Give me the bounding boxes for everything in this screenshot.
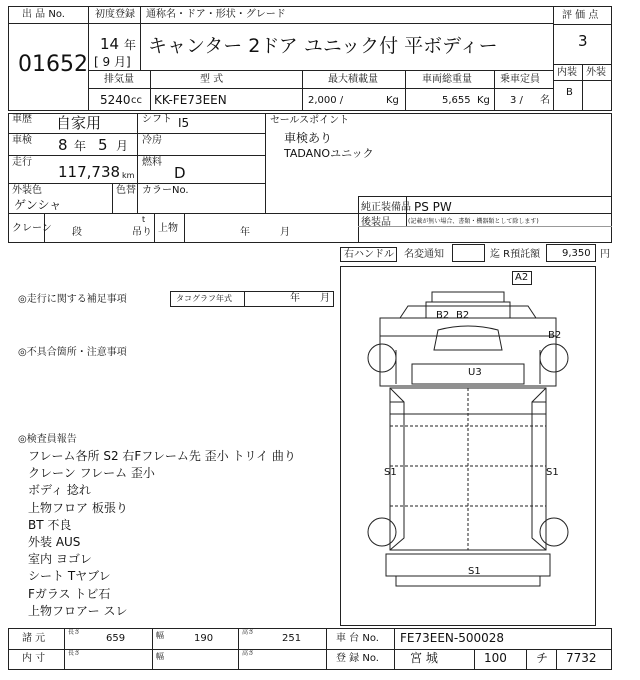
- sales-point-2: TADANOユニック: [284, 147, 374, 160]
- report-line: フレーム各所 S2 右Fフレーム先 歪小 トリイ 曲り: [28, 449, 296, 463]
- mark-s1-rear: S1: [468, 566, 481, 577]
- r-expected-label: 迄 R預託額: [490, 249, 541, 260]
- gross-weight-label: 車両総重量: [422, 74, 472, 85]
- ext-color-label: 外装色: [12, 185, 42, 196]
- inspection-label: 車検: [12, 135, 32, 146]
- name-label: 通称名・ドア・形状・グレード: [146, 9, 286, 20]
- report-line: 上物フロア 板張り: [28, 500, 128, 515]
- name-change-box: [452, 244, 485, 262]
- displacement-unit: cc: [131, 95, 142, 106]
- report-line: ボディ 捻れ: [28, 483, 91, 498]
- color-no-label: カラーNo.: [142, 185, 189, 196]
- first-reg-month: [ 9 月]: [94, 55, 131, 69]
- tacho-month-unit: 月: [320, 293, 330, 304]
- chassis-label: 車 台 No.: [336, 633, 379, 644]
- height-label: 高さ: [242, 629, 255, 636]
- defects-label: ◎不具合箇所・注意事項: [18, 347, 127, 358]
- inspection-year-unit: 年: [74, 139, 87, 153]
- interior-dims-label: 内 寸: [22, 653, 46, 664]
- first-reg-label: 初度登録: [95, 9, 135, 20]
- first-reg-year: 14: [100, 35, 120, 53]
- grade-label: 評 価 点: [562, 10, 599, 21]
- upper-month-unit: 月: [280, 227, 290, 238]
- history-label: 車歴: [12, 114, 32, 125]
- sales-point-1: 車検あり: [284, 131, 333, 145]
- r-expected: 9,350: [562, 248, 591, 259]
- gross-weight-unit: Kg: [477, 95, 490, 106]
- mileage: 117,738: [58, 163, 121, 181]
- report-line: 上物フロアー スレ: [28, 603, 128, 618]
- ext-color: ゲンシャ: [14, 198, 62, 212]
- mark-b2-2: B2: [456, 310, 470, 321]
- mileage-label: 走行: [12, 157, 32, 168]
- name-change-label: 名変通知: [404, 249, 444, 260]
- interior-grade-label: 内装: [557, 67, 577, 78]
- upper-label: 上物: [158, 223, 178, 234]
- equip-label: 純正装備品: [361, 202, 411, 213]
- upper-year-unit: 年: [240, 227, 250, 238]
- reg-kana: チ: [536, 651, 549, 665]
- report-line: 外装 AUS: [28, 535, 81, 550]
- crane-ton-label: 吊り: [132, 227, 152, 238]
- width: 190: [194, 633, 214, 644]
- aftermarket-label: 後装品: [361, 217, 391, 228]
- sales-point-label: セールスポイント: [270, 115, 350, 126]
- dims-label: 諸 元: [22, 633, 46, 644]
- max-load-unit: Kg: [386, 95, 399, 106]
- max-load: 2,000 /: [308, 95, 344, 106]
- chassis: FE73EEN-500028: [400, 631, 505, 645]
- crane-label: クレーン: [12, 223, 52, 234]
- displacement: 5240: [100, 93, 131, 107]
- equip: PS PW: [414, 200, 452, 214]
- rhd: 右ハンドル: [344, 249, 394, 260]
- report-line: シート Tヤブレ: [28, 569, 111, 584]
- grade: 3: [578, 32, 588, 50]
- interior-height-label: 高さ: [242, 650, 255, 657]
- ac-label: 冷房: [142, 135, 162, 146]
- model-label: 型 式: [200, 74, 224, 85]
- mark-u3: U3: [468, 367, 482, 378]
- interior-length-label: 長さ: [68, 650, 81, 657]
- fuel: D: [174, 164, 186, 182]
- aftermarket-note: (記載が無い場合、書類・機器類として除します): [408, 218, 539, 225]
- mark-b2-1: B2: [436, 310, 450, 321]
- interior-width-label: 幅: [156, 652, 164, 661]
- color-change-label: 色替: [116, 185, 136, 196]
- fuel-label: 燃料: [142, 157, 162, 168]
- mark-s1-right: S1: [546, 467, 559, 478]
- gross-weight: 5,655: [442, 95, 471, 106]
- inspection-year: 8: [58, 136, 68, 154]
- length: 659: [106, 633, 126, 644]
- mark-s1-left: S1: [384, 467, 397, 478]
- report-line: BT 不良: [28, 517, 72, 532]
- capacity-unit: 名: [540, 95, 550, 106]
- capacity-label: 乗車定員: [500, 74, 540, 85]
- mark-b2-3: B2: [548, 330, 562, 341]
- crane-ton-t: t: [142, 215, 146, 224]
- first-reg-year-unit: 年: [124, 38, 137, 52]
- lot-no: 01652: [18, 52, 88, 77]
- inspector-label: ◎検査員報告: [18, 434, 77, 445]
- interior-grade: B: [566, 87, 573, 98]
- report-line: 室内 ヨゴレ: [28, 552, 92, 567]
- lot-no-label: 出 品 No.: [22, 9, 65, 20]
- inspector-report: [28, 448, 296, 620]
- length-label: 長さ: [68, 629, 81, 636]
- reg-class: 100: [484, 651, 507, 665]
- history: 自家用: [56, 114, 102, 132]
- height: 251: [282, 633, 302, 644]
- tacho-label: タコグラフ年式: [176, 294, 232, 303]
- shift-label: シフト: [142, 114, 172, 125]
- width-label: 幅: [156, 631, 164, 640]
- model: KK-FE73EEN: [154, 93, 227, 107]
- report-line: Fガラス トビ石: [28, 586, 111, 601]
- crane-stage: 段: [72, 227, 82, 238]
- supplement-label: ◎走行に関する補足事項: [18, 294, 127, 305]
- inspection-month-unit: 月: [116, 139, 129, 153]
- exterior-grade-label: 外装: [586, 67, 606, 78]
- car-name: キャンター 2ドア ユニック付 平ボディー: [148, 35, 498, 57]
- tacho-year-unit: 年: [290, 293, 300, 304]
- mileage-unit: km: [122, 171, 135, 180]
- shift: I5: [178, 116, 190, 130]
- mark-a2: A2: [515, 272, 529, 283]
- report-line: クレーン フレーム 歪小: [28, 466, 155, 481]
- r-unit: 円: [600, 249, 610, 260]
- capacity: 3 /: [510, 95, 523, 106]
- reg-num: 7732: [566, 651, 597, 665]
- max-load-label: 最大積載量: [328, 74, 378, 85]
- reg-region: 宮 城: [410, 651, 438, 665]
- inspection-month: 5: [98, 136, 108, 154]
- displacement-label: 排気量: [104, 74, 134, 85]
- registration-label: 登 録 No.: [336, 653, 379, 664]
